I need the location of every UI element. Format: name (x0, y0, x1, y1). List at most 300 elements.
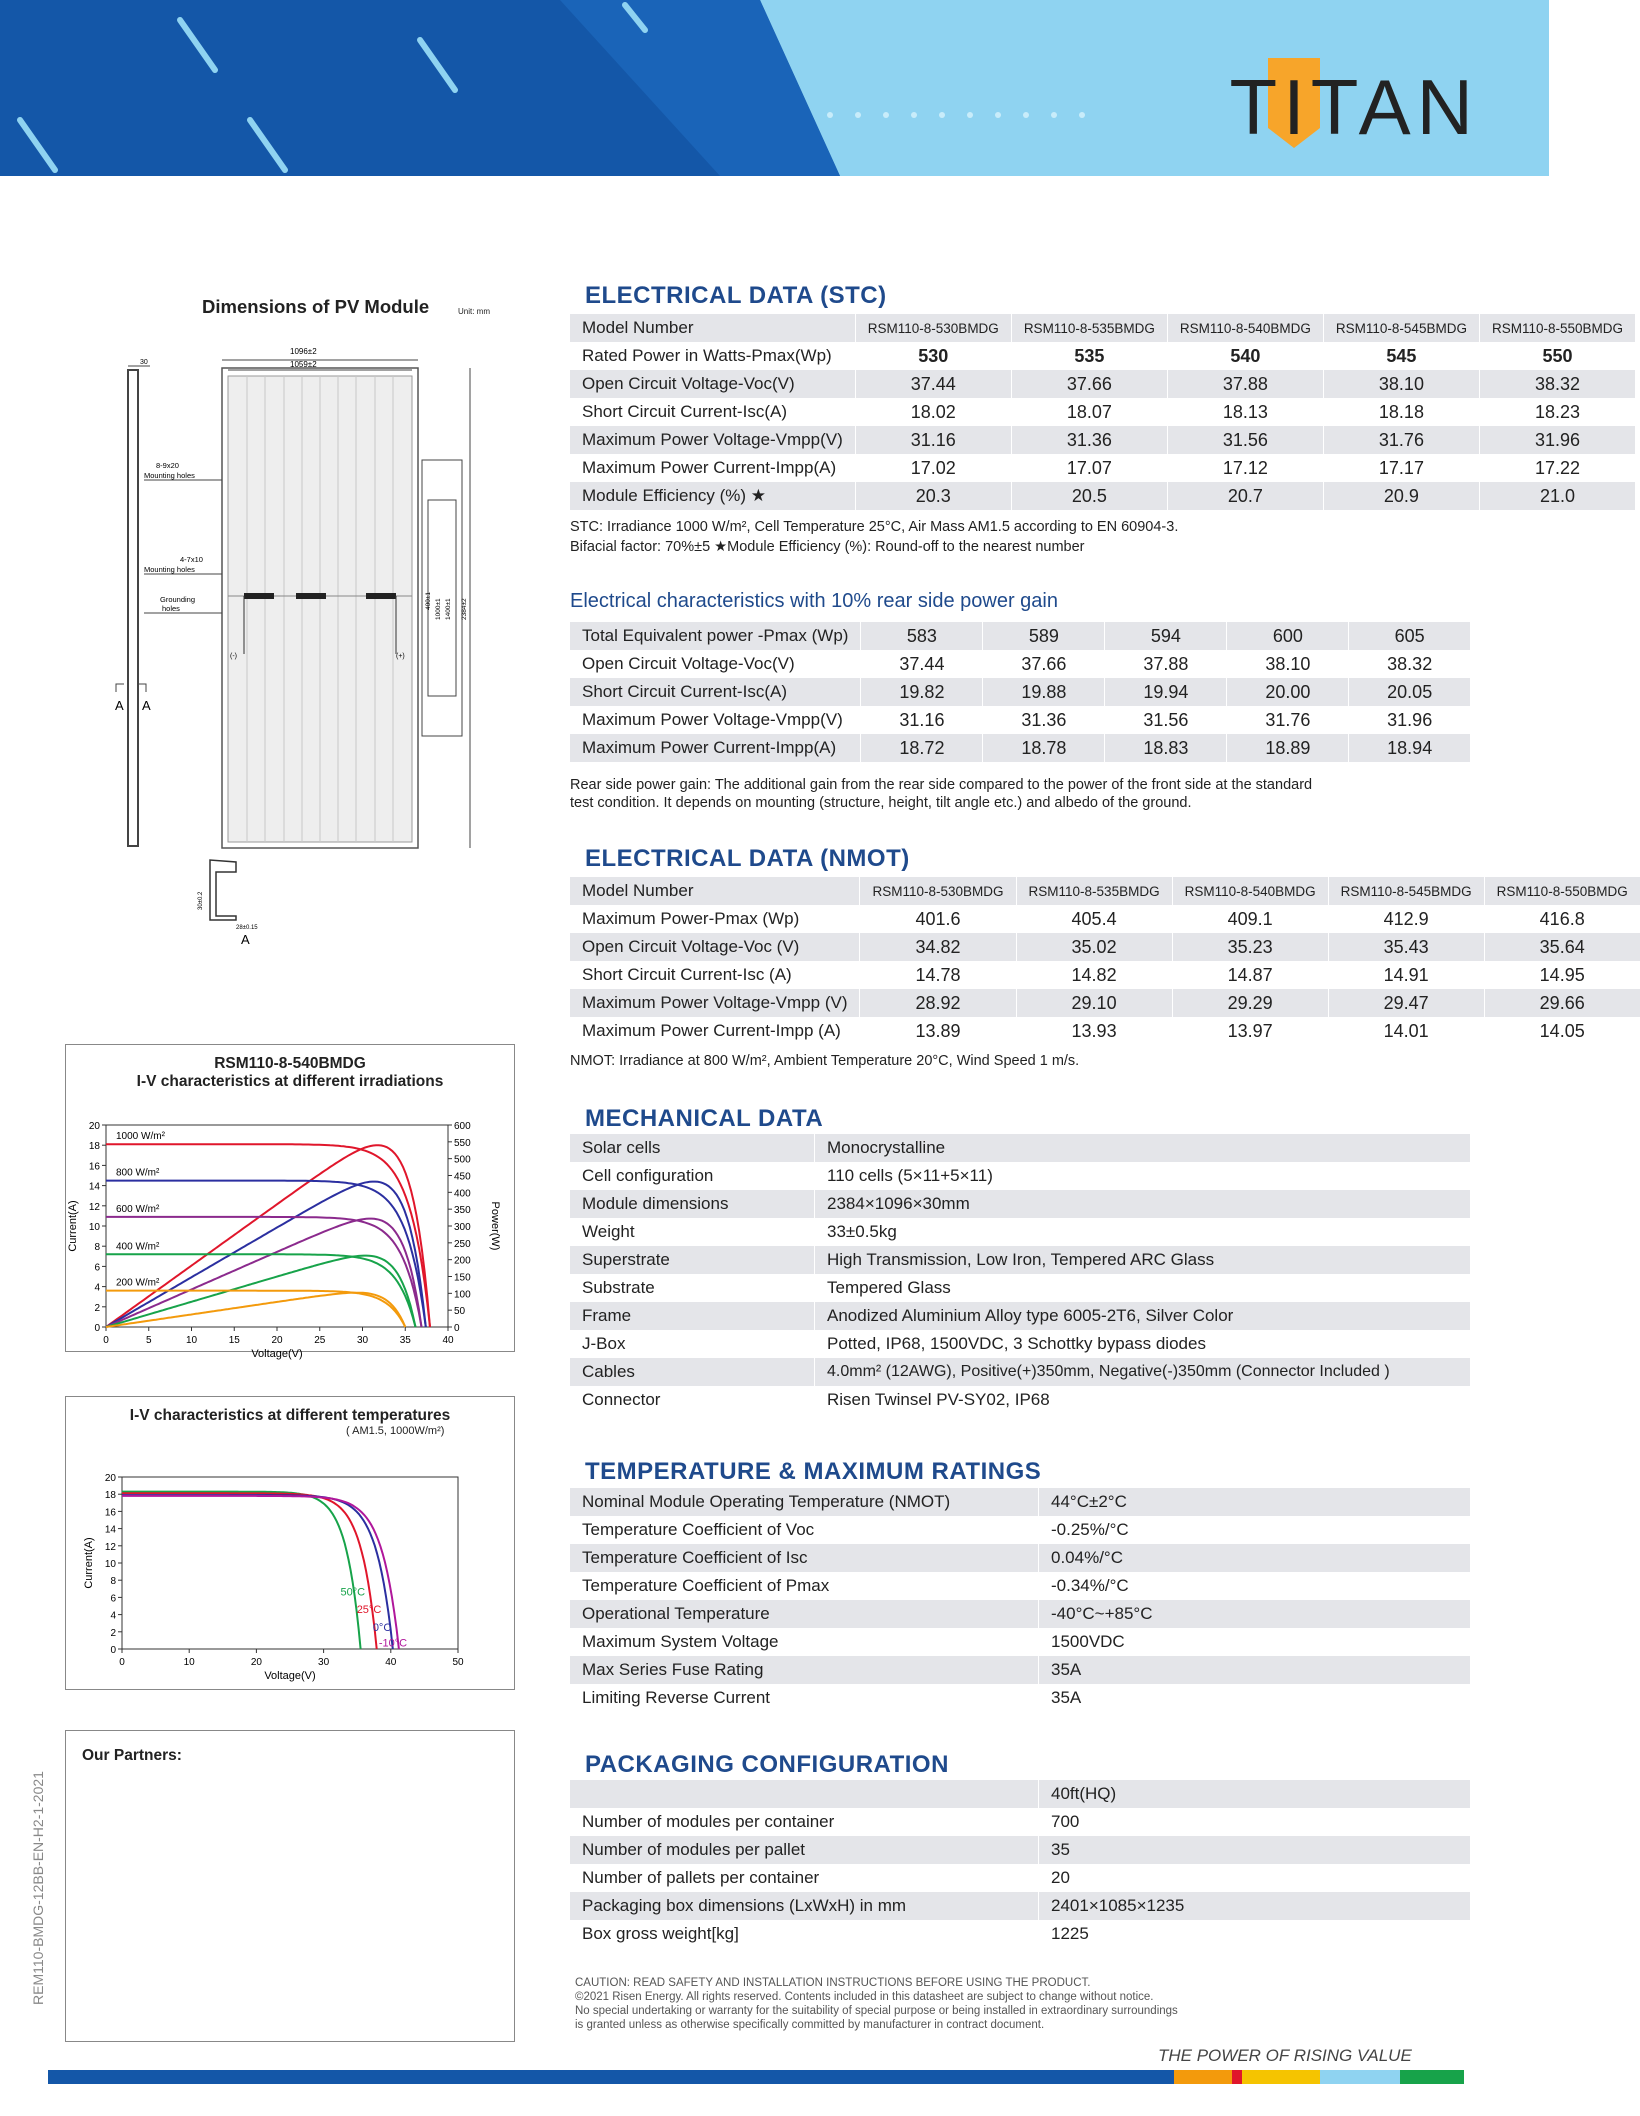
cell: 18.07 (1011, 398, 1167, 426)
row-label: Rated Power in Watts-Pmax(Wp) (570, 342, 855, 370)
table-row (570, 622, 1470, 650)
header-banner (0, 0, 1549, 176)
cell: 20 (1039, 1864, 1471, 1892)
cell: 412.9 (1328, 905, 1484, 933)
series-label: 400 W/m² (116, 1241, 160, 1253)
series-curve (122, 1493, 377, 1649)
series-curve (106, 1217, 422, 1327)
row-label: Box gross weight[kg] (570, 1920, 1039, 1948)
x-tick-label: 30 (356, 1335, 369, 1346)
series-curve (122, 1492, 361, 1649)
y2-tick-label: 400 (454, 1188, 471, 1200)
cell: 540 (1167, 342, 1323, 370)
y-tick-label: 0 (94, 1323, 100, 1334)
cell: 14.05 (1484, 1017, 1640, 1045)
y-tick-label: 18 (88, 1141, 100, 1153)
cell: 700 (1039, 1808, 1471, 1836)
cell: 535 (1011, 342, 1167, 370)
module-drawing (110, 340, 490, 960)
stc-title: ELECTRICAL DATA (STC) (585, 282, 887, 309)
dimensions-title: Dimensions of PV Module (202, 296, 430, 317)
dim-d30: 30 (140, 359, 148, 366)
row-label: Maximum Power Voltage-Vmpp(V) (570, 706, 861, 734)
cell: 37.44 (855, 370, 1011, 398)
cell: 20.9 (1323, 482, 1479, 510)
table-row (570, 1684, 1470, 1712)
y2-tick-label: 450 (454, 1171, 471, 1183)
legal-text (575, 1976, 1178, 2032)
y2-tick-label: 550 (454, 1137, 471, 1149)
cell: -0.34%/°C (1039, 1572, 1471, 1600)
row-label: Packaging box dimensions (LxWxH) in mm (570, 1892, 1039, 1920)
cell: 33±0.5kg (815, 1218, 1471, 1246)
footer-color-bar (48, 2070, 1464, 2084)
cell: 31.96 (1479, 426, 1635, 454)
x-tick-label: 20 (250, 1657, 262, 1668)
row-label (570, 1780, 1039, 1808)
cell: 583 (861, 622, 983, 650)
y2-axis-label: Power(W) (489, 1201, 501, 1251)
section-label: A (241, 932, 250, 947)
cell: Monocrystalline (815, 1134, 1471, 1162)
x-axis-label: Voltage(V) (251, 1348, 303, 1360)
stc-header-model: RSM110-8-545BMDG (1323, 314, 1479, 342)
y2-tick-label: 300 (454, 1222, 471, 1233)
cell: 40ft(HQ) (1039, 1780, 1471, 1808)
nmot-note: NMOT: Irradiance at 800 W/m², Ambient Temperature 20°C, Wind Speed 1 m/s. (570, 1053, 1080, 1069)
y-axis-label: Current(A) (83, 1537, 95, 1589)
y-tick-label: 2 (110, 1627, 116, 1639)
cell: 545 (1323, 342, 1479, 370)
table-row (570, 1162, 1470, 1190)
row-label: Short Circuit Current-Isc(A) (570, 678, 861, 706)
table-row (570, 734, 1470, 762)
grounding-holes-b: holes (162, 604, 180, 613)
cell: Anodized Aluminium Alloy type 6005-2T6, Silver Color (815, 1302, 1471, 1330)
row-label: Temperature Coefficient of Pmax (570, 1572, 1039, 1600)
cell: 20.05 (1349, 678, 1470, 706)
cell: Tempered Glass (815, 1274, 1471, 1302)
cell: 18.18 (1323, 398, 1479, 426)
cell: 18.89 (1227, 734, 1349, 762)
row-label: Cell configuration (570, 1162, 815, 1190)
cell: 31.36 (1011, 426, 1167, 454)
table-row (570, 1218, 1470, 1246)
mount-holes-2b: Mounting holes (144, 565, 195, 574)
nmot-header-model: RSM110-8-535BMDG (1016, 877, 1172, 905)
table-row (570, 961, 1640, 989)
nmot-header-label: Model Number (570, 877, 860, 905)
table-row (570, 933, 1640, 961)
row-label: Solar cells (570, 1134, 815, 1162)
x-tick-label: 15 (228, 1335, 240, 1346)
cell: 20.7 (1167, 482, 1323, 510)
cell: High Transmission, Low Iron, Tempered ARC Glass (815, 1246, 1471, 1274)
stc-header-model: RSM110-8-550BMDG (1479, 314, 1635, 342)
cell: 37.88 (1167, 370, 1323, 398)
table-row (570, 1836, 1470, 1864)
row-label: Operational Temperature (570, 1600, 1039, 1628)
x-tick-label: 40 (442, 1335, 454, 1346)
rear-table (570, 622, 1470, 762)
table-row (570, 989, 1640, 1017)
cell: 530 (855, 342, 1011, 370)
cell: 1500VDC (1039, 1628, 1471, 1656)
cell: 2401×1085×1235 (1039, 1892, 1471, 1920)
y-tick-label: 14 (104, 1524, 116, 1536)
x-tick-label: 10 (183, 1657, 195, 1668)
slogan: THE POWER OF RISING VALUE (1158, 2046, 1412, 2065)
chart2-title: I-V characteristics at different temperatures (129, 1407, 451, 1424)
x-tick-label: 40 (385, 1657, 397, 1668)
row-label: Open Circuit Voltage-Voc(V) (570, 650, 861, 678)
cell: 2384×1096×30mm (815, 1190, 1471, 1218)
cell: 416.8 (1484, 905, 1640, 933)
pos-terminal: (+) (396, 653, 405, 660)
partners-label: Our Partners: (82, 1747, 182, 1764)
cell: 29.29 (1172, 989, 1328, 1017)
plot-frame (122, 1477, 458, 1649)
cell: 18.02 (855, 398, 1011, 426)
temperature-table (570, 1488, 1470, 1712)
cell: 37.66 (983, 650, 1105, 678)
cell: 38.10 (1227, 650, 1349, 678)
y-tick-label: 14 (88, 1181, 100, 1193)
x-tick-label: 10 (185, 1335, 198, 1346)
cell: 28.92 (860, 989, 1016, 1017)
cell: 18.13 (1167, 398, 1323, 426)
cell: 14.95 (1484, 961, 1640, 989)
y2-tick-label: 100 (454, 1289, 471, 1301)
row-label: Temperature Coefficient of Isc (570, 1544, 1039, 1572)
cell: 17.07 (1011, 454, 1167, 482)
y-tick-label: 4 (110, 1610, 116, 1622)
cell: -0.25%/°C (1039, 1516, 1471, 1544)
y-tick-label: 2 (94, 1302, 100, 1314)
x-tick-label: 5 (145, 1335, 152, 1346)
packaging-table (570, 1780, 1470, 1948)
chart1-subtitle: I-V characteristics at different irradiations (136, 1073, 444, 1090)
cell: 29.47 (1328, 989, 1484, 1017)
cell: 31.96 (1349, 706, 1470, 734)
legal-line-2: No special undertaking or warranty for the suitability of special purpose or being installed in extraordinary surroundings (575, 2005, 1178, 2017)
cell: 14.82 (1016, 961, 1172, 989)
nmot-table (570, 877, 1640, 1045)
y-tick-label: 6 (110, 1593, 116, 1605)
series-label: 25°C (356, 1603, 382, 1616)
x-tick-label: 0 (119, 1657, 125, 1668)
cell: 35.43 (1328, 933, 1484, 961)
cell: 31.76 (1323, 426, 1479, 454)
cell: 18.72 (861, 734, 983, 762)
y-tick-label: 6 (94, 1262, 100, 1274)
cell: 409.1 (1172, 905, 1328, 933)
cell: 1225 (1039, 1920, 1471, 1948)
cell: 13.93 (1016, 1017, 1172, 1045)
row-label: Module Efficiency (%) ★ (570, 482, 855, 510)
y-tick-label: 4 (94, 1282, 100, 1294)
cell: 19.88 (983, 678, 1105, 706)
row-label: Cables (570, 1358, 815, 1386)
mount-holes-2: 4-7x10 (180, 555, 203, 564)
cell: Potted, IP68, 1500VDC, 3 Schottky bypass diodes (815, 1330, 1471, 1358)
stc-table (570, 314, 1635, 510)
cell: 17.12 (1167, 454, 1323, 482)
y-tick-label: 20 (88, 1121, 100, 1132)
cell: 20.5 (1011, 482, 1167, 510)
nmot-header-model: RSM110-8-540BMDG (1172, 877, 1328, 905)
nmot-header-model: RSM110-8-550BMDG (1484, 877, 1640, 905)
row-label: Maximum Power Current-Impp(A) (570, 734, 861, 762)
cell: 31.16 (855, 426, 1011, 454)
row-label: Maximum Power Current-Impp(A) (570, 454, 855, 482)
cell: 20.3 (855, 482, 1011, 510)
neg-terminal: (-) (230, 653, 237, 660)
cell: 401.6 (860, 905, 1016, 933)
table-row (570, 426, 1635, 454)
cell: 18.94 (1349, 734, 1470, 762)
row-label: Open Circuit Voltage-Voc(V) (570, 370, 855, 398)
cell: 600 (1227, 622, 1349, 650)
cell: 18.78 (983, 734, 1105, 762)
dim-w1: 1096±2 (290, 347, 317, 356)
cell: 17.17 (1323, 454, 1479, 482)
series-curve (106, 1291, 405, 1327)
cell: 605 (1349, 622, 1470, 650)
x-tick-label: 50 (452, 1657, 464, 1668)
y-tick-label: 0 (110, 1645, 116, 1656)
table-row (570, 1892, 1470, 1920)
nmot-title: ELECTRICAL DATA (NMOT) (585, 845, 910, 872)
mount-holes-1b: Mounting holes (144, 471, 195, 480)
temperature-title: TEMPERATURE & MAXIMUM RATINGS (585, 1458, 1042, 1485)
row-label: Maximum Power-Pmax (Wp) (570, 905, 860, 933)
cell: 17.22 (1479, 454, 1635, 482)
table-row (570, 1246, 1470, 1274)
x-axis-label: Voltage(V) (264, 1670, 316, 1682)
row-label: Maximum System Voltage (570, 1628, 1039, 1656)
table-row (570, 1600, 1470, 1628)
row-label: Max Series Fuse Rating (570, 1656, 1039, 1684)
caution-text: CAUTION: READ SAFETY AND INSTALLATION INSTRUCTIONS BEFORE USING THE PRODUCT. (575, 1977, 1091, 1989)
row-label: Frame (570, 1302, 815, 1330)
table-row (570, 1572, 1470, 1600)
row-label: Module dimensions (570, 1190, 815, 1218)
table-row (570, 398, 1635, 426)
cell: 37.88 (1105, 650, 1227, 678)
section-a-left: A (115, 698, 124, 713)
row-label: Number of modules per pallet (570, 1836, 1039, 1864)
rear-note-2: test condition. It depends on mounting (structure, height, tilt angle etc.) and albedo of the ground. (570, 795, 1192, 811)
section-a-right: A (142, 698, 151, 713)
cell: Risen Twinsel PV-SY02, IP68 (815, 1386, 1471, 1414)
nmot-header-model: RSM110-8-530BMDG (860, 877, 1016, 905)
cell: 19.94 (1105, 678, 1227, 706)
dim-w2: 1059±2 (290, 360, 317, 369)
stc-note-2: Bifacial factor: 70%±5 ★Module Efficiency (%): Round-off to the nearest number (570, 539, 1085, 555)
y2-tick-label: 500 (454, 1154, 471, 1166)
mount-holes-1: 8-9x20 (156, 461, 179, 470)
row-label: Superstrate (570, 1246, 815, 1274)
doc-code: REM110-BMDG-12BB-EN-H2-1-2021 (30, 1771, 46, 2005)
cell: 35A (1039, 1656, 1471, 1684)
x-tick-label: 20 (271, 1335, 283, 1346)
stc-note-1: STC: Irradiance 1000 W/m², Cell Temperature 25°C, Air Mass AM1.5 according to EN 60904-3. (570, 519, 1179, 535)
table-row (570, 1628, 1470, 1656)
legal-line-1: ©2021 Risen Energy. All rights reserved. Contents included in this datasheet are subject to change without notice. (575, 1991, 1154, 2003)
table-row (570, 1516, 1470, 1544)
cell: 35.02 (1016, 933, 1172, 961)
cell: 14.01 (1328, 1017, 1484, 1045)
cell: 14.87 (1172, 961, 1328, 989)
rear-note-1: Rear side power gain: The additional gain from the rear side compared to the power of the front side at the standard (570, 777, 1313, 793)
cell: 38.10 (1323, 370, 1479, 398)
dimensions-unit: Unit: mm (458, 307, 490, 316)
y-tick-label: 8 (110, 1576, 116, 1588)
partners-panel (65, 1730, 515, 2042)
cell: 38.32 (1349, 650, 1470, 678)
chart2-subtitle: ( AM1.5, 1000W/m²) (346, 1425, 445, 1437)
y-tick-label: 12 (88, 1201, 100, 1213)
cell: 37.66 (1011, 370, 1167, 398)
y2-tick-label: 0 (454, 1323, 460, 1334)
cell: 29.66 (1484, 989, 1640, 1017)
chart-temperature-panel (65, 1396, 515, 1690)
x-tick-label: 30 (318, 1657, 330, 1668)
table-row (570, 370, 1635, 398)
y2-tick-label: 350 (454, 1205, 471, 1217)
table-row (570, 1488, 1470, 1516)
series-label: 1000 W/m² (116, 1131, 165, 1143)
chart1-plot (66, 1105, 514, 1360)
packaging-title: PACKAGING CONFIGURATION (585, 1751, 949, 1778)
cell: 550 (1479, 342, 1635, 370)
y-axis-label: Current(A) (67, 1200, 79, 1252)
cell: 14.78 (860, 961, 1016, 989)
cell: 13.97 (1172, 1017, 1328, 1045)
series-label: 800 W/m² (116, 1167, 160, 1179)
table-row (570, 877, 1640, 905)
series-power-curve (106, 1293, 405, 1327)
y-tick-label: 20 (104, 1473, 116, 1484)
row-label: Maximum Power Current-Impp (A) (570, 1017, 860, 1045)
cell: 37.44 (861, 650, 983, 678)
cell: 31.56 (1167, 426, 1323, 454)
cell: 14.91 (1328, 961, 1484, 989)
x-tick-label: 25 (314, 1335, 326, 1346)
cell: 18.83 (1105, 734, 1227, 762)
table-row (570, 706, 1470, 734)
cell: 34.82 (860, 933, 1016, 961)
cell: 44°C±2°C (1039, 1488, 1471, 1516)
cell: 35.64 (1484, 933, 1640, 961)
row-label: Total Equivalent power -Pmax (Wp) (570, 622, 861, 650)
table-row (570, 482, 1635, 510)
table-row (570, 1864, 1470, 1892)
mechanical-table (570, 1134, 1470, 1414)
stc-header-model: RSM110-8-540BMDG (1167, 314, 1323, 342)
series-label: 50°C (340, 1586, 366, 1599)
x-tick-label: 0 (103, 1335, 109, 1346)
y-tick-label: 18 (104, 1490, 116, 1502)
cell: 20.00 (1227, 678, 1349, 706)
cell: 13.89 (860, 1017, 1016, 1045)
series-label: 200 W/m² (116, 1277, 160, 1289)
table-row (570, 1808, 1470, 1836)
dim-v2: 1000±1 (435, 598, 442, 620)
cell: 110 cells (5×11+5×11) (815, 1162, 1471, 1190)
table-row (570, 1330, 1470, 1358)
section-height: 30±0.2 (198, 891, 204, 910)
dim-v3: 1400±1 (445, 598, 452, 620)
row-label: Maximum Power Voltage-Vmpp(V) (570, 426, 855, 454)
mechanical-title: MECHANICAL DATA (585, 1105, 824, 1132)
table-row (570, 314, 1635, 342)
chart1-title: RSM110-8-540BMDG (214, 1055, 366, 1072)
grounding-holes: Grounding (160, 595, 196, 604)
table-row (570, 342, 1635, 370)
row-label: Number of pallets per container (570, 1864, 1039, 1892)
y2-tick-label: 250 (454, 1238, 471, 1250)
table-row (570, 1302, 1470, 1330)
cell: 589 (983, 622, 1105, 650)
y-tick-label: 16 (104, 1507, 116, 1519)
cell: 19.82 (861, 678, 983, 706)
table-row (570, 1274, 1470, 1302)
y2-tick-label: 200 (454, 1255, 471, 1267)
table-row (570, 650, 1470, 678)
cell: 31.36 (983, 706, 1105, 734)
dim-v1: 400±1 (425, 591, 432, 610)
row-label: Connector (570, 1386, 815, 1414)
cell: 594 (1105, 622, 1227, 650)
cell: 405.4 (1016, 905, 1172, 933)
table-row (570, 1780, 1470, 1808)
row-label: Nominal Module Operating Temperature (NMOT) (570, 1488, 1039, 1516)
series-label: -10°C (378, 1637, 408, 1650)
y2-tick-label: 50 (454, 1306, 466, 1318)
row-label: Weight (570, 1218, 815, 1246)
cell: 21.0 (1479, 482, 1635, 510)
stc-header-model: RSM110-8-530BMDG (855, 314, 1011, 342)
chart2-plot (66, 1437, 514, 1689)
y-tick-label: 16 (88, 1161, 100, 1173)
cell: 17.02 (855, 454, 1011, 482)
y-tick-label: 8 (94, 1242, 100, 1254)
cell: 0.04%/°C (1039, 1544, 1471, 1572)
stc-header-model: RSM110-8-535BMDG (1011, 314, 1167, 342)
logo: TITAN (1229, 63, 1479, 151)
table-row (570, 1017, 1640, 1045)
y2-tick-label: 600 (454, 1121, 471, 1132)
y2-tick-label: 150 (454, 1272, 471, 1284)
table-row (570, 1190, 1470, 1218)
y-tick-label: 10 (104, 1559, 116, 1570)
cell: 18.23 (1479, 398, 1635, 426)
nmot-header-model: RSM110-8-545BMDG (1328, 877, 1484, 905)
cell: 4.0mm² (12AWG), Positive(+)350mm, Negative(-)350mm (Connector Included ) (815, 1358, 1471, 1386)
row-label: Number of modules per container (570, 1808, 1039, 1836)
row-label: Substrate (570, 1274, 815, 1302)
legal-line-3: is granted unless as otherwise specifically committed by manufacturer in contract document. (575, 2019, 1045, 2031)
table-row (570, 454, 1635, 482)
table-row (570, 905, 1640, 933)
series-label: 0°C (372, 1621, 392, 1634)
cell: 31.56 (1105, 706, 1227, 734)
table-row (570, 1656, 1470, 1684)
table-row (570, 678, 1470, 706)
cell: 35A (1039, 1684, 1471, 1712)
